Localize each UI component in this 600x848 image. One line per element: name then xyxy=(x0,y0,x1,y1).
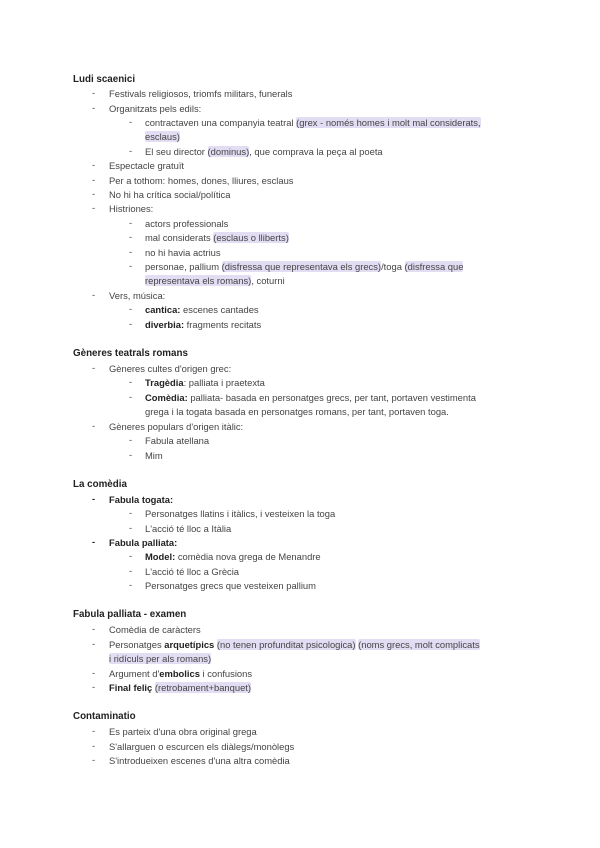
bullet-dash: - xyxy=(92,202,96,213)
list-item: Final feliç (retrobament+banquet) xyxy=(109,682,252,693)
heading-fabula-palliata-examen: Fabula palliata - examen xyxy=(73,609,187,620)
bullet-dash: - xyxy=(129,550,133,561)
list-item: no hi havia actrius xyxy=(145,247,221,258)
list-item: No hi ha crítica social/política xyxy=(109,189,231,200)
list-item-continuation: grega i la togata basada en personatges romans, per tant, portaven toga. xyxy=(145,406,449,417)
bullet-dash: - xyxy=(129,260,133,271)
bullet-dash: - xyxy=(129,231,133,242)
bullet-dash: - xyxy=(92,159,96,170)
list-item: mal considerats (esclaus o lliberts) xyxy=(145,232,289,243)
list-item: Comèdia de caràcters xyxy=(109,624,201,635)
bullet-dash: - xyxy=(92,493,96,504)
highlight: (grex - només homes i molt mal considerats, xyxy=(296,117,481,128)
list-item: Vers, música: xyxy=(109,290,166,301)
bullet-dash: - xyxy=(129,449,133,460)
bullet-dash: - xyxy=(92,536,96,547)
bullet-dash: - xyxy=(129,434,133,445)
list-item: diverbia: fragments recitats xyxy=(145,319,262,330)
list-item: Festivals religiosos, triomfs militars, funerals xyxy=(109,88,293,99)
highlight: (disfressa que representava els grecs) xyxy=(221,261,382,272)
list-item: Gèneres cultes d'origen grec: xyxy=(109,363,232,374)
bullet-dash: - xyxy=(129,303,133,314)
bullet-dash: - xyxy=(92,740,96,751)
highlight: (dominus) xyxy=(207,146,250,157)
highlight: i ridículs per als romans) xyxy=(109,653,212,664)
list-item-continuation xyxy=(145,130,180,143)
bullet-dash: - xyxy=(129,318,133,329)
bullet-dash: - xyxy=(92,638,96,649)
heading-la-comedia: La comèdia xyxy=(73,479,127,490)
bullet-dash: - xyxy=(129,246,133,257)
highlight: (esclaus o lliberts) xyxy=(213,232,289,243)
bullet-dash: - xyxy=(92,87,96,98)
list-item: Es parteix d'una obra original grega xyxy=(109,726,257,737)
bullet-dash: - xyxy=(129,391,133,402)
list-item: Organitzats pels edils: xyxy=(109,103,202,114)
heading-generes-teatrals: Gèneres teatrals romans xyxy=(73,348,188,359)
list-item: Argument d'embolics i confusions xyxy=(109,668,253,679)
highlight: representava els romans) xyxy=(145,275,252,286)
list-item: Per a tothom: homes, dones, lliures, esclaus xyxy=(109,175,294,186)
bullet-dash: - xyxy=(92,754,96,765)
bullet-dash: - xyxy=(129,579,133,590)
list-item: El seu director (dominus), que comprava la peça al poeta xyxy=(145,146,383,157)
list-item: S'allarguen o escurcen els diàlegs/monòlegs xyxy=(109,741,295,752)
list-item: Comèdia: palliata- basada en personatges grecs, per tant, portaven vestimenta xyxy=(145,392,476,403)
bullet-dash: - xyxy=(92,362,96,373)
highlight: esclaus) xyxy=(145,131,180,142)
list-item: Fabula palliata: xyxy=(109,537,178,548)
heading-contaminatio: Contaminatio xyxy=(73,711,136,722)
bullet-dash: - xyxy=(92,188,96,199)
list-item: S'introdueixen escenes d'una altra comèdia xyxy=(109,755,290,766)
bullet-dash: - xyxy=(129,376,133,387)
list-item: Fabula atellana xyxy=(145,435,210,446)
bullet-dash: - xyxy=(92,681,96,692)
heading-ludi-scaenici: Ludi scaenici xyxy=(73,74,136,85)
list-item: Fabula togata: xyxy=(109,494,174,505)
bullet-dash: - xyxy=(129,145,133,156)
list-item: actors professionals xyxy=(145,218,229,229)
list-item: L'acció té lloc a Grècia xyxy=(145,566,240,577)
highlight: (noms grecs, molt complicats xyxy=(358,639,480,650)
list-item: Histriones: xyxy=(109,203,154,214)
list-item: Tragèdia: palliata i praetexta xyxy=(145,377,265,388)
list-item: contractaven una companyia teatral (grex - només homes i molt mal considerats, xyxy=(145,117,481,128)
list-item: personae, pallium (disfressa que representava els grecs)/toga (disfressa que xyxy=(145,261,464,272)
bullet-dash: - xyxy=(129,116,133,127)
list-item: Personatges llatins i itàlics, i vesteixen la toga xyxy=(145,508,336,519)
list-item-continuation xyxy=(109,652,211,665)
bullet-dash: - xyxy=(92,725,96,736)
list-item: cantica: escenes cantades xyxy=(145,304,259,315)
list-item: Personatges grecs que vesteixen pallium xyxy=(145,580,316,591)
bullet-dash: - xyxy=(92,102,96,113)
bullet-dash: - xyxy=(92,623,96,634)
highlight: (no tenen profunditat psicologica) xyxy=(216,639,356,650)
bullet-dash: - xyxy=(92,667,96,678)
bullet-dash: - xyxy=(129,522,133,533)
list-item: Espectacle gratuït xyxy=(109,160,185,171)
list-item: Mim xyxy=(145,450,163,461)
highlight: (disfressa que xyxy=(404,261,464,272)
bullet-dash: - xyxy=(129,565,133,576)
list-item: Model: comèdia nova grega de Menandre xyxy=(145,551,321,562)
list-item: L'acció té lloc a Itàlia xyxy=(145,523,232,534)
list-item: Personatges arquetípics (no tenen profunditat psicologica) (noms grecs, molt complicats xyxy=(109,639,480,650)
bullet-dash: - xyxy=(92,289,96,300)
list-item: Gèneres populars d'origen itàlic: xyxy=(109,421,244,432)
bullet-dash: - xyxy=(129,507,133,518)
bullet-dash: - xyxy=(92,420,96,431)
bullet-dash: - xyxy=(92,174,96,185)
bullet-dash: - xyxy=(129,217,133,228)
list-item-continuation: representava els romans), coturni xyxy=(145,275,285,286)
highlight: (retrobament+banquet) xyxy=(154,682,252,693)
